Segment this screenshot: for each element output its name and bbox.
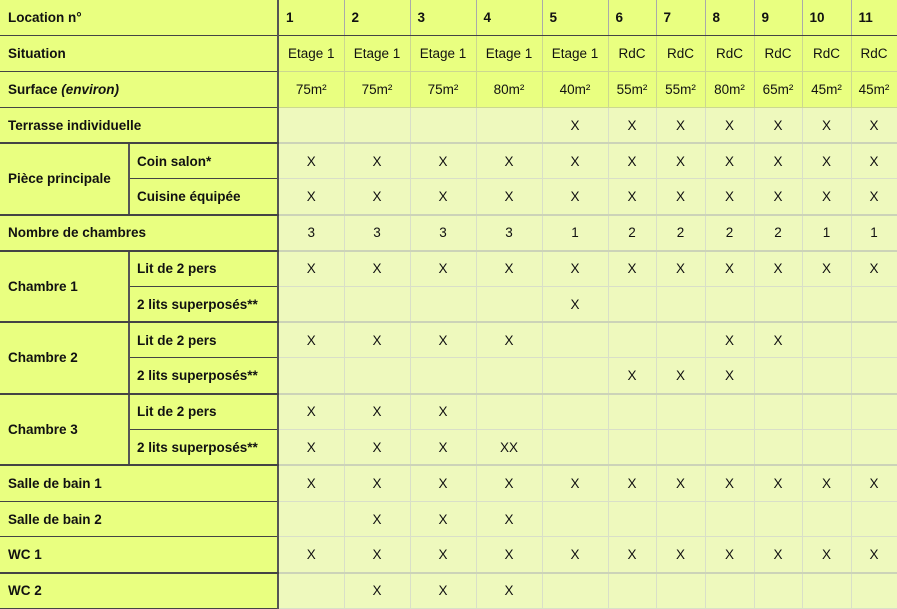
chambre1-superposes-row bbox=[0, 286, 897, 322]
group-label: Chambre 2 bbox=[0, 322, 129, 394]
cell-value: X bbox=[410, 322, 476, 358]
cell-value: X bbox=[476, 465, 542, 501]
cell-value bbox=[802, 358, 851, 394]
cell-value bbox=[851, 430, 897, 466]
cell-value bbox=[344, 107, 410, 143]
cell-value bbox=[754, 358, 802, 394]
cell-value: X bbox=[476, 251, 542, 287]
cell-value: X bbox=[542, 465, 608, 501]
cell-value bbox=[656, 573, 705, 609]
cell-value: RdC bbox=[754, 36, 802, 72]
cell-value bbox=[542, 501, 608, 537]
cell-value: X bbox=[344, 143, 410, 179]
cell-value: X bbox=[278, 179, 344, 215]
cell-value: X bbox=[542, 537, 608, 573]
cell-value: X bbox=[705, 322, 754, 358]
cell-value bbox=[802, 430, 851, 466]
column-number: 9 bbox=[754, 0, 802, 36]
cell-value: 3 bbox=[278, 215, 344, 251]
cell-value bbox=[802, 394, 851, 430]
cell-value bbox=[851, 394, 897, 430]
sdb2-row bbox=[0, 501, 897, 537]
cell-value bbox=[344, 358, 410, 394]
cell-value: X bbox=[278, 251, 344, 287]
cell-value: X bbox=[278, 143, 344, 179]
cell-value bbox=[278, 286, 344, 322]
cell-value: 3 bbox=[476, 215, 542, 251]
cell-value bbox=[851, 573, 897, 609]
cell-value: RdC bbox=[608, 36, 656, 72]
cell-value: X bbox=[278, 537, 344, 573]
cell-value: X bbox=[278, 430, 344, 466]
cell-value: X bbox=[802, 179, 851, 215]
cell-value: X bbox=[542, 251, 608, 287]
header-row bbox=[0, 0, 897, 36]
coin-salon-row bbox=[0, 143, 897, 179]
cell-value: 1 bbox=[802, 215, 851, 251]
cell-value bbox=[278, 107, 344, 143]
cell-value: 3 bbox=[410, 215, 476, 251]
cell-value: X bbox=[851, 465, 897, 501]
cell-value bbox=[278, 358, 344, 394]
row-sublabel: 2 lits superposés** bbox=[129, 286, 278, 322]
cell-value: X bbox=[705, 358, 754, 394]
cell-value: X bbox=[608, 179, 656, 215]
cell-value: X bbox=[542, 143, 608, 179]
cell-value: X bbox=[851, 179, 897, 215]
cell-value: X bbox=[656, 537, 705, 573]
row-sublabel: 2 lits superposés** bbox=[129, 430, 278, 466]
cell-value: X bbox=[344, 179, 410, 215]
cell-value: X bbox=[344, 501, 410, 537]
cell-value bbox=[608, 286, 656, 322]
cell-value: 55m² bbox=[656, 72, 705, 108]
cell-value: X bbox=[754, 107, 802, 143]
cell-value bbox=[410, 286, 476, 322]
cell-value: X bbox=[410, 251, 476, 287]
cell-value: X bbox=[476, 537, 542, 573]
cell-value: X bbox=[754, 465, 802, 501]
cell-value: X bbox=[705, 465, 754, 501]
cell-value: X bbox=[542, 179, 608, 215]
cell-value bbox=[542, 430, 608, 466]
cell-value bbox=[656, 501, 705, 537]
row-sublabel: Lit de 2 pers bbox=[129, 394, 278, 430]
cell-value: X bbox=[476, 322, 542, 358]
cell-value: X bbox=[656, 179, 705, 215]
cell-value: X bbox=[754, 322, 802, 358]
group-label: Chambre 1 bbox=[0, 251, 129, 323]
cell-value: Etage 1 bbox=[476, 36, 542, 72]
wc2-row bbox=[0, 573, 897, 609]
cell-value bbox=[754, 394, 802, 430]
cell-value: X bbox=[542, 107, 608, 143]
cell-value: 80m² bbox=[476, 72, 542, 108]
cell-value: 65m² bbox=[754, 72, 802, 108]
cell-value: X bbox=[344, 430, 410, 466]
cell-value: 75m² bbox=[278, 72, 344, 108]
cell-value bbox=[608, 573, 656, 609]
row-label: Surface (environ) bbox=[0, 72, 278, 108]
cell-value: X bbox=[410, 501, 476, 537]
cell-value: 2 bbox=[754, 215, 802, 251]
cell-value: X bbox=[754, 179, 802, 215]
surface-row bbox=[0, 72, 897, 108]
cell-value bbox=[754, 286, 802, 322]
cell-value: X bbox=[802, 537, 851, 573]
cell-value: X bbox=[705, 179, 754, 215]
cell-value: X bbox=[851, 251, 897, 287]
cell-value: RdC bbox=[802, 36, 851, 72]
cell-value bbox=[656, 286, 705, 322]
cell-value bbox=[476, 107, 542, 143]
cell-value bbox=[705, 501, 754, 537]
cell-value: X bbox=[802, 465, 851, 501]
cell-value bbox=[542, 573, 608, 609]
cell-value: 45m² bbox=[851, 72, 897, 108]
cell-value: X bbox=[705, 107, 754, 143]
row-label: Salle de bain 1 bbox=[0, 465, 278, 501]
column-number: 11 bbox=[851, 0, 897, 36]
row-sublabel: Cuisine équipée bbox=[129, 179, 278, 215]
cell-value bbox=[802, 286, 851, 322]
cell-value: X bbox=[851, 537, 897, 573]
column-number: 4 bbox=[476, 0, 542, 36]
row-label: WC 1 bbox=[0, 537, 278, 573]
chambre1-lit-row bbox=[0, 251, 897, 287]
cell-value: X bbox=[754, 143, 802, 179]
cell-value: X bbox=[476, 501, 542, 537]
cell-value bbox=[802, 501, 851, 537]
cell-value bbox=[851, 358, 897, 394]
cell-value: X bbox=[802, 251, 851, 287]
sdb1-row bbox=[0, 465, 897, 501]
cell-value: RdC bbox=[851, 36, 897, 72]
row-label-note: (environ) bbox=[61, 81, 120, 97]
cell-value: X bbox=[476, 179, 542, 215]
cell-value: X bbox=[656, 107, 705, 143]
column-number: 6 bbox=[608, 0, 656, 36]
cell-value bbox=[344, 286, 410, 322]
cell-value: X bbox=[410, 430, 476, 466]
cell-value: Etage 1 bbox=[278, 36, 344, 72]
cell-value: RdC bbox=[705, 36, 754, 72]
column-number: 1 bbox=[278, 0, 344, 36]
cell-value: X bbox=[476, 573, 542, 609]
row-label: Nombre de chambres bbox=[0, 215, 278, 251]
cell-value: X bbox=[410, 573, 476, 609]
cell-value: X bbox=[608, 537, 656, 573]
cell-value bbox=[542, 358, 608, 394]
cell-value: X bbox=[608, 143, 656, 179]
cell-value: X bbox=[344, 465, 410, 501]
cell-value bbox=[705, 430, 754, 466]
cell-value bbox=[705, 573, 754, 609]
cell-value: X bbox=[705, 143, 754, 179]
column-number: 2 bbox=[344, 0, 410, 36]
cell-value: X bbox=[344, 251, 410, 287]
cell-value bbox=[278, 501, 344, 537]
cell-value: X bbox=[608, 251, 656, 287]
cell-value bbox=[754, 501, 802, 537]
cell-value: 2 bbox=[608, 215, 656, 251]
cell-value: X bbox=[656, 143, 705, 179]
group-label: Chambre 3 bbox=[0, 394, 129, 466]
cuisine-row bbox=[0, 179, 897, 215]
row-sublabel: 2 lits superposés** bbox=[129, 358, 278, 394]
cell-value: X bbox=[608, 358, 656, 394]
cell-value: XX bbox=[476, 430, 542, 466]
cell-value: X bbox=[344, 322, 410, 358]
terrasse-row bbox=[0, 107, 897, 143]
cell-value bbox=[656, 394, 705, 430]
row-label: Salle de bain 2 bbox=[0, 501, 278, 537]
cell-value: 1 bbox=[542, 215, 608, 251]
cell-value: X bbox=[705, 537, 754, 573]
cell-value: 40m² bbox=[542, 72, 608, 108]
column-number: 5 bbox=[542, 0, 608, 36]
cell-value: 75m² bbox=[344, 72, 410, 108]
cell-value: X bbox=[754, 537, 802, 573]
row-label: WC 2 bbox=[0, 573, 278, 609]
cell-value: Etage 1 bbox=[542, 36, 608, 72]
cell-value: Etage 1 bbox=[410, 36, 476, 72]
chambre2-superposes-row bbox=[0, 358, 897, 394]
cell-value: X bbox=[608, 107, 656, 143]
cell-value bbox=[851, 322, 897, 358]
column-number: 10 bbox=[802, 0, 851, 36]
column-number: 7 bbox=[656, 0, 705, 36]
wc1-row bbox=[0, 537, 897, 573]
cell-value bbox=[754, 430, 802, 466]
cell-value: 3 bbox=[344, 215, 410, 251]
cell-value bbox=[542, 322, 608, 358]
cell-value bbox=[608, 501, 656, 537]
cell-value: Etage 1 bbox=[344, 36, 410, 72]
cell-value: X bbox=[754, 251, 802, 287]
cell-value bbox=[476, 286, 542, 322]
row-sublabel: Lit de 2 pers bbox=[129, 251, 278, 287]
cell-value bbox=[802, 322, 851, 358]
cell-value bbox=[705, 286, 754, 322]
cell-value: X bbox=[656, 251, 705, 287]
cell-value: X bbox=[344, 394, 410, 430]
cell-value: X bbox=[410, 143, 476, 179]
row-label: Terrasse individuelle bbox=[0, 107, 278, 143]
cell-value: X bbox=[410, 537, 476, 573]
cell-value bbox=[851, 501, 897, 537]
chambre3-superposes-row bbox=[0, 430, 897, 466]
header-label: Location n° bbox=[0, 0, 278, 36]
cell-value bbox=[608, 322, 656, 358]
cell-value bbox=[410, 107, 476, 143]
cell-value: X bbox=[705, 251, 754, 287]
cell-value: X bbox=[344, 573, 410, 609]
cell-value: X bbox=[608, 465, 656, 501]
cell-value bbox=[705, 394, 754, 430]
cell-value: X bbox=[656, 358, 705, 394]
cell-value: X bbox=[410, 179, 476, 215]
row-sublabel: Lit de 2 pers bbox=[129, 322, 278, 358]
column-number: 3 bbox=[410, 0, 476, 36]
row-label: Situation bbox=[0, 36, 278, 72]
cell-value: X bbox=[802, 107, 851, 143]
cell-value bbox=[656, 430, 705, 466]
cell-value: 45m² bbox=[802, 72, 851, 108]
cell-value bbox=[851, 286, 897, 322]
cell-value bbox=[802, 573, 851, 609]
cell-value bbox=[476, 394, 542, 430]
cell-value: X bbox=[344, 537, 410, 573]
cell-value: 75m² bbox=[410, 72, 476, 108]
cell-value: X bbox=[278, 322, 344, 358]
cell-value: X bbox=[802, 143, 851, 179]
row-sublabel: Coin salon* bbox=[129, 143, 278, 179]
cell-value: X bbox=[410, 394, 476, 430]
cell-value: X bbox=[278, 394, 344, 430]
cell-value: X bbox=[278, 465, 344, 501]
cell-value bbox=[410, 358, 476, 394]
cell-value: 2 bbox=[656, 215, 705, 251]
cell-value: X bbox=[410, 465, 476, 501]
cell-value: X bbox=[851, 143, 897, 179]
cell-value: 55m² bbox=[608, 72, 656, 108]
nb-chambres-row bbox=[0, 215, 897, 251]
chambre2-lit-row bbox=[0, 322, 897, 358]
cell-value: 1 bbox=[851, 215, 897, 251]
cell-value bbox=[608, 430, 656, 466]
chambre3-lit-row bbox=[0, 394, 897, 430]
cell-value: 2 bbox=[705, 215, 754, 251]
cell-value bbox=[476, 358, 542, 394]
cell-value: X bbox=[656, 465, 705, 501]
column-number: 8 bbox=[705, 0, 754, 36]
group-label: Pièce principale bbox=[0, 143, 129, 215]
cell-value: X bbox=[476, 143, 542, 179]
situation-row bbox=[0, 36, 897, 72]
cell-value bbox=[542, 394, 608, 430]
cell-value: 80m² bbox=[705, 72, 754, 108]
cell-value: X bbox=[542, 286, 608, 322]
cell-value bbox=[278, 573, 344, 609]
cell-value: RdC bbox=[656, 36, 705, 72]
cell-value bbox=[656, 322, 705, 358]
cell-value bbox=[754, 573, 802, 609]
cell-value bbox=[608, 394, 656, 430]
cell-value: X bbox=[851, 107, 897, 143]
